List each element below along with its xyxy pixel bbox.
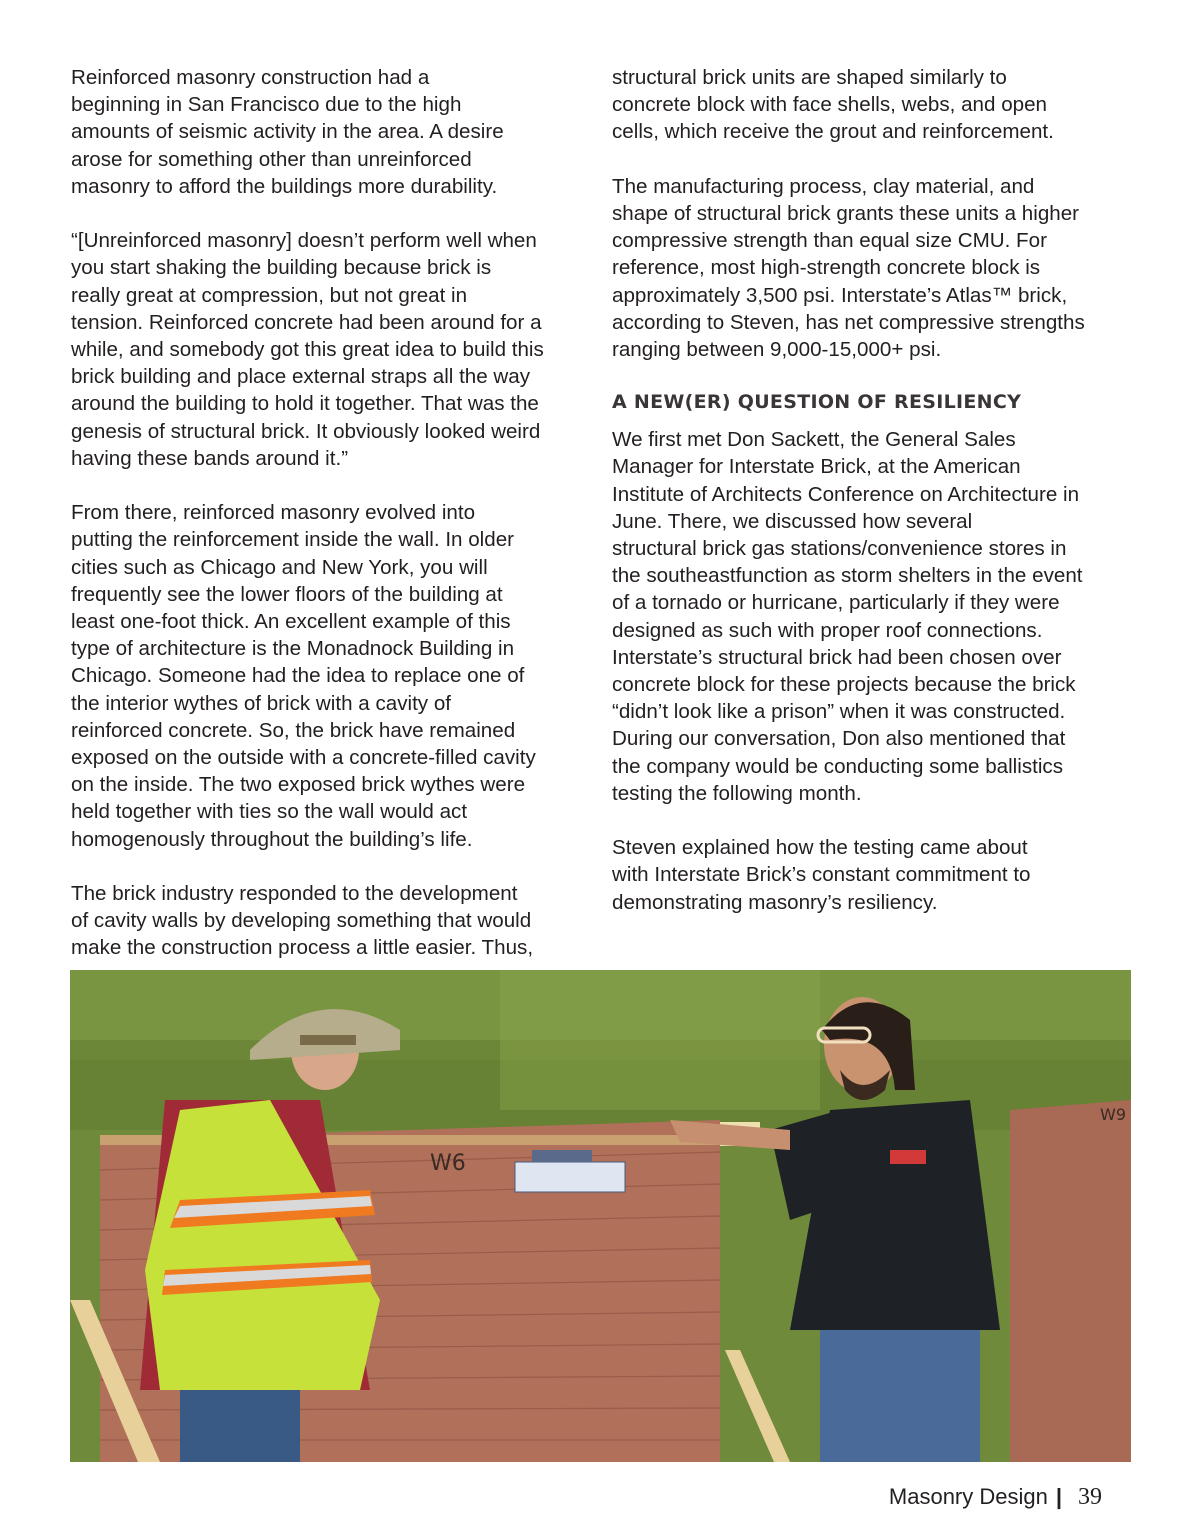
left-column [71, 64, 591, 962]
brick-wall-right [1010, 1100, 1131, 1462]
body-paragraph [612, 426, 1137, 807]
text-line: testing the following month. [612, 781, 862, 805]
text-line: with Interstate Brick’s constant commitment to [612, 863, 1031, 887]
text-line: least one-foot thick. An excellent example of this [71, 610, 511, 634]
wall-label-w9: W9 [1100, 1105, 1126, 1124]
text-line: while, and somebody got this great idea to build this [71, 338, 544, 362]
footer-separator: | [1055, 1484, 1062, 1509]
text-line: having these bands around it.” [71, 446, 349, 470]
text-line: ranging between 9,000-15,000+ psi. [612, 338, 942, 362]
text-line: structural brick gas stations/convenience stores in [612, 537, 1067, 561]
article-photo [70, 970, 1131, 1462]
body-paragraph [71, 499, 591, 853]
text-line: concrete block for these projects because the brick [612, 673, 1076, 697]
body-paragraph [71, 227, 591, 472]
text-line: reference, most high-strength concrete block is [612, 256, 1041, 280]
text-line: brick building and place external straps all the way [71, 365, 531, 389]
text-line: The manufacturing process, clay material, and [612, 174, 1035, 198]
text-line: Steven explained how the testing came about [612, 836, 1028, 860]
text-line: held together with ties so the wall would act [71, 800, 468, 824]
body-paragraph [612, 64, 1137, 146]
text-line: type of architecture is the Monadnock Building in [71, 637, 515, 661]
text-line: tension. Reinforced concrete had been around for a [71, 310, 542, 334]
text-line: During our conversation, Don also mentioned that [612, 727, 1066, 751]
text-line: June. There, we discussed how several [612, 509, 973, 533]
body-paragraph [71, 880, 591, 962]
text-line: of a tornado or hurricane, particularly if they were [612, 591, 1060, 615]
text-line: “[Unreinforced masonry] doesn’t perform well when [71, 229, 537, 253]
right-column [612, 64, 1137, 916]
text-line: make the construction process a little easier. Thus, [71, 936, 534, 960]
body-paragraph [612, 173, 1137, 363]
body-paragraph [71, 64, 591, 200]
text-line: homogenously throughout the building’s life. [71, 827, 473, 851]
text-line: frequently see the lower floors of the building at [71, 582, 503, 606]
text-line: putting the reinforcement inside the wall. In older [71, 528, 515, 552]
text-line: concrete block with face shells, webs, and open [612, 93, 1048, 117]
text-line: Interstate’s structural brick had been chosen over [612, 645, 1062, 669]
text-line: genesis of structural brick. It obviously looked weird [71, 419, 541, 443]
text-line: Manager for Interstate Brick, at the American [612, 455, 1021, 479]
text-line: you start shaking the building because brick is [71, 256, 492, 280]
text-line: cells, which receive the grout and reinforcement. [612, 120, 1054, 144]
text-line: according to Steven, has net compressive strengths [612, 310, 1085, 334]
text-line: the southeastfunction as storm shelters in the event [612, 564, 1083, 588]
text-line: masonry to afford the buildings more durability. [71, 174, 498, 198]
right-column-top [612, 64, 1137, 363]
text-line: arose for something other than unreinforced [71, 147, 472, 171]
text-line: exposed on the outside with a concrete-filled cavity [71, 746, 536, 770]
text-line: compressive strength than equal size CMU. For [612, 229, 1047, 253]
text-line: approximately 3,500 psi. Interstate’s Atlas™ brick, [612, 283, 1068, 307]
text-line: the company would be conducting some ballistics [612, 754, 1064, 778]
text-line: “didn’t look like a prison” when it was constructed. [612, 700, 1066, 724]
text-line: designed as such with proper roof connections. [612, 618, 1043, 642]
text-line: Institute of Architects Conference on Architecture in [612, 482, 1080, 506]
text-line: amounts of seismic activity in the area. A desire [71, 120, 504, 144]
wall-label-w6: W6 [430, 1151, 466, 1176]
text-line: the interior wythes of brick with a cavity of [71, 691, 451, 715]
text-line: on the inside. The two exposed brick wythes were [71, 773, 526, 797]
text-line: Chicago. Someone had the idea to replace one of [71, 664, 525, 688]
body-paragraph [612, 834, 1137, 916]
text-line: shape of structural brick grants these units a higher [612, 202, 1080, 225]
text-line: structural brick units are shaped similarly to [612, 66, 1007, 89]
text-line: reinforced concrete. So, the brick have remained [71, 718, 516, 742]
text-line: around the building to hold it together. That was the [71, 392, 539, 416]
text-line: demonstrating masonry’s resiliency. [612, 890, 938, 914]
text-line: cities such as Chicago and New York, you will [71, 555, 488, 579]
text-line: From there, reinforced masonry evolved into [71, 501, 476, 525]
section-heading: A NEW(ER) QUESTION OF RESILIENCY [612, 391, 1022, 414]
page-footer [889, 1484, 1102, 1514]
text-line: beginning in San Francisco due to the high [71, 93, 462, 117]
wall-placard [515, 1162, 625, 1192]
text-line: The brick industry responded to the development [71, 882, 518, 906]
text-line: of cavity walls by developing something that would [71, 909, 532, 933]
text-line: We first met Don Sackett, the General Sales [612, 428, 1016, 452]
page-number: 39 [1078, 1484, 1102, 1510]
text-line: really great at compression, but not great in [71, 283, 468, 307]
publication-name: Masonry Design [888, 1484, 1048, 1509]
text-line: Reinforced masonry construction had a [71, 66, 430, 89]
right-column-bottom [612, 426, 1137, 916]
